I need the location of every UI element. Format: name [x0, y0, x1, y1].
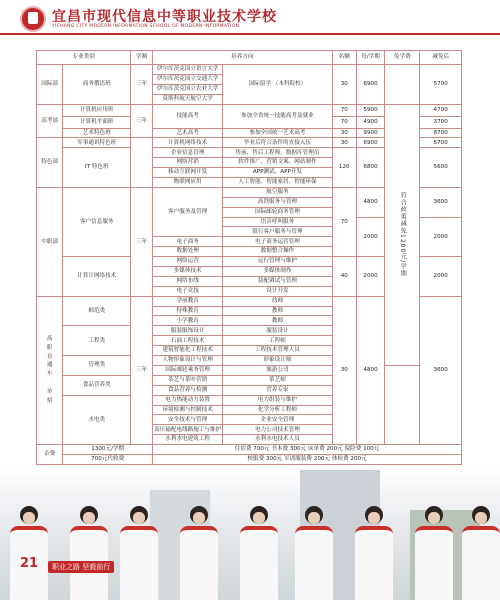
fees-line1: 住宿费 700元 书本费 300元 床单费 200元 保险费 100元	[153, 445, 462, 455]
major-russian: 商务俄语班	[63, 65, 131, 105]
major-cell: 食品营养类	[63, 375, 131, 395]
tuition-cell: 9900	[356, 128, 384, 138]
quota-cell: 40	[332, 257, 356, 297]
student-figure	[180, 506, 218, 600]
direction-cell: 安全技术与管理	[153, 415, 223, 425]
direction-cell: 多媒体技术	[153, 267, 223, 277]
dept-special: 特色部	[37, 138, 63, 187]
job-cell: 语音呼叫服务	[223, 217, 333, 227]
table-row	[37, 65, 462, 75]
table-header-row	[37, 51, 462, 65]
after-cell: 4700	[420, 104, 462, 116]
student-figure	[295, 506, 333, 600]
direction-note: 毕业后符合条件的直接入伍	[223, 138, 333, 148]
job-cell: 设计开发	[223, 286, 333, 296]
dept-through-label: 高职直通车	[46, 335, 53, 378]
job-cell: 旅游公司	[223, 365, 333, 375]
duration-cell	[131, 138, 153, 187]
fees-label: 杂费	[37, 445, 63, 465]
job-cell: 数据整合操作	[223, 247, 333, 257]
dept-through-label2: 单招	[46, 389, 53, 405]
duration-cell: 三年	[131, 104, 153, 138]
dept-gaokao: 高考部	[37, 104, 63, 138]
quota-cell: 120	[332, 148, 356, 188]
direction-cell: 计算机网络技术	[153, 138, 223, 148]
quota-cell: 70	[332, 187, 356, 256]
header-after: 减免后	[420, 51, 462, 65]
quota-cell: 30	[332, 65, 356, 105]
fees-misc: 700元代收费	[63, 454, 153, 464]
major-cell: IT 特色班	[63, 148, 131, 188]
job-cell: 形象设计师	[223, 356, 333, 366]
header-stripe	[0, 33, 500, 35]
major-cell: 客户信息服务	[63, 187, 131, 256]
student-figure	[70, 506, 108, 600]
major-cell: 水电类	[63, 395, 131, 444]
tuition-cell: 2000	[356, 257, 384, 297]
job-cell: 运行管理与维护	[223, 257, 333, 267]
job-cell: 装配调试与管理	[223, 276, 333, 286]
dept-international: 国际部	[37, 65, 63, 105]
direction-cell: 网络布线	[153, 276, 223, 286]
direction-cell: 国际邮轮乘务管理	[153, 365, 223, 375]
direction-cell: 企业信息管理	[153, 148, 223, 158]
quota-cell: 70	[332, 116, 356, 128]
major-cell: 师范类	[63, 296, 131, 326]
dept-middle: 中职部	[37, 187, 63, 296]
major-cell: 工程类	[63, 326, 131, 356]
direction-cell: 特殊教育	[153, 306, 223, 316]
quota-cell: 30	[332, 138, 356, 148]
direction-cell: 高压输配电线路施工与维护	[153, 425, 223, 435]
direction-cell: 环境检测与控制技术	[153, 405, 223, 415]
table-row	[37, 454, 462, 464]
job-cell: 教师	[223, 316, 333, 326]
quota-cell: 70	[332, 104, 356, 116]
direction-cell: 网络营销	[153, 158, 223, 168]
duration-cell: 三年	[131, 187, 153, 296]
tuition-cell: 5900	[356, 104, 384, 116]
job-cell: 工程师	[223, 336, 333, 346]
job-cell: 软件推广、营销文案、网站制作	[223, 158, 333, 168]
job-cell: 多媒体制作	[223, 267, 333, 277]
student-figure	[355, 506, 393, 600]
exemption-cell	[385, 65, 420, 105]
direction-cell: 水利水电建筑工程	[153, 435, 223, 445]
after-cell: 3700	[420, 116, 462, 128]
fees-accommodation: 1300元/学期	[63, 445, 153, 455]
after-cell: 2000	[420, 217, 462, 257]
after-cell: 3600	[420, 187, 462, 217]
direction-cell: 移动互联网开发	[153, 168, 223, 178]
student-figure	[10, 506, 48, 600]
direction-cell: 艺术高考	[153, 128, 223, 138]
direction-cell: 服装服饰设计	[153, 326, 223, 336]
tuition-cell: 6900	[356, 65, 384, 105]
direction-cell: 伊尔库茨克国立交通大学	[153, 74, 223, 84]
job-cell: 化学分析工程师	[223, 405, 333, 415]
direction-cell: 伊尔库茨克国立农业大学	[153, 84, 223, 94]
direction-cell: 建筑智能化工程技术	[153, 346, 223, 356]
school-name-en: YICHANG CITY MODERN INFORMATION SCHOOL OF MODERN INFORMATION	[52, 24, 240, 29]
student-figure	[240, 506, 278, 600]
job-cell: 教师	[223, 306, 333, 316]
direction-cell: 小学教育	[153, 316, 223, 326]
quota-cell: 30	[332, 128, 356, 138]
tuition-cell: 4800	[356, 296, 384, 444]
header-duration: 学制	[131, 51, 153, 65]
job-cell: 工程技术管理人员	[223, 346, 333, 356]
direction-cell: 茶艺与茶叶营销	[153, 375, 223, 385]
table-row	[37, 395, 462, 405]
job-cell: APP测试、APP开发	[223, 168, 333, 178]
direction-cell: 伊尔库茨克国立语言大学	[153, 65, 223, 75]
dept-through	[37, 296, 63, 444]
direction-note: 参加全国统一艺术高考	[223, 128, 333, 138]
job-cell: 茶艺师	[223, 375, 333, 385]
header-category: 专业类别	[37, 51, 131, 65]
duration-cell: 三年	[131, 296, 153, 444]
footer-motto: 职业之路 坚毅前行	[48, 561, 114, 573]
major-cell: 计算计网络技术	[63, 257, 131, 297]
student-figure	[462, 506, 500, 600]
header-direction: 培养方向	[153, 51, 333, 65]
header-quota: 名额	[332, 51, 356, 65]
tuition-cell: 6800	[356, 148, 384, 188]
students-photo	[0, 470, 500, 600]
job-cell: 幼师	[223, 296, 333, 306]
major-cell: 计算机平面班	[63, 116, 131, 128]
direction-cell: 电子商务	[153, 237, 223, 247]
job-cell: 高铁服务与管理	[223, 197, 333, 207]
exemption-text: 符合政策减免1200元/学期	[399, 192, 407, 278]
tuition-cell: 4800	[356, 187, 384, 217]
tuition-cell: 2000	[356, 217, 384, 257]
school-logo-icon	[20, 6, 46, 32]
job-cell: 营养专家	[223, 385, 333, 395]
exemption-merged	[385, 104, 420, 365]
job-cell: 水利水电技术人员	[223, 435, 333, 445]
tuition-cell: 6900	[356, 138, 384, 148]
major-cell: 计算机应用班	[63, 104, 131, 116]
direction-cell: 人物形象设计与管理	[153, 356, 223, 366]
student-figure	[120, 506, 158, 600]
fees-line2: 校服费 300元 军训服装费 200元 体检费 200元	[153, 454, 462, 464]
header-exemption: 免学费	[385, 51, 420, 65]
after-cell: 5600	[420, 148, 462, 188]
direction-cell: 石油工程技术	[153, 336, 223, 346]
school-name: 宜昌市现代信息中等职业技术学校	[52, 9, 277, 25]
direction-note: 国际留学 （本科院校）	[223, 65, 333, 105]
direction-note: 参加全省统一技能高考及就业	[223, 104, 333, 128]
job-cell: 电子商务运营管理	[223, 237, 333, 247]
job-cell: 国际邮轮商务管理	[223, 207, 333, 217]
direction-cell: 莫斯科航天航空大学	[153, 94, 223, 104]
after-cell: 5700	[420, 138, 462, 148]
quota-cell: 30	[332, 296, 356, 444]
direction-cell: 技能高考	[153, 104, 223, 128]
header-tuition: 每/学期	[356, 51, 384, 65]
direction-cell: 食品营养与检测	[153, 385, 223, 395]
direction-cell: 电子竞技	[153, 286, 223, 296]
job-cell: 售前、售后工程师，数据库管理员	[223, 148, 333, 158]
direction-cell: 客户服务及管理	[153, 187, 223, 236]
job-cell: 企业安全管理	[223, 415, 333, 425]
job-cell: 电力组装与维护	[223, 395, 333, 405]
job-cell: 人工智能、智能家居、智能环保	[223, 178, 333, 188]
direction-cell: 网络运营	[153, 257, 223, 267]
major-cell: 军事通讯特色班	[63, 138, 131, 148]
job-cell: 服装设计	[223, 326, 333, 336]
page-header	[0, 0, 500, 36]
page-number: 21	[20, 556, 39, 571]
direction-cell: 物联网应用	[153, 178, 223, 188]
direction-cell: 电力热能动力装置	[153, 395, 223, 405]
job-cell: 航空服务	[223, 187, 333, 197]
job-cell: 银行客户服务与管理	[223, 227, 333, 237]
after-cell: 8700	[420, 128, 462, 138]
direction-cell: 学前教育	[153, 296, 223, 306]
tuition-cell: 4900	[356, 116, 384, 128]
after-cell: 5700	[420, 65, 462, 105]
table-row	[37, 104, 462, 116]
direction-cell: 数据处理	[153, 247, 223, 257]
major-cell: 艺术特色班	[63, 128, 131, 138]
major-cell: 管理类	[63, 356, 131, 376]
duration-cell: 三年	[131, 65, 153, 105]
table-row	[37, 445, 462, 455]
job-cell: 电力公司技术管理	[223, 425, 333, 435]
student-figure	[415, 506, 453, 600]
enrollment-table	[36, 50, 462, 465]
after-cell: 2000	[420, 257, 462, 297]
after-cell: 3600	[420, 296, 462, 444]
table-row	[37, 375, 462, 385]
